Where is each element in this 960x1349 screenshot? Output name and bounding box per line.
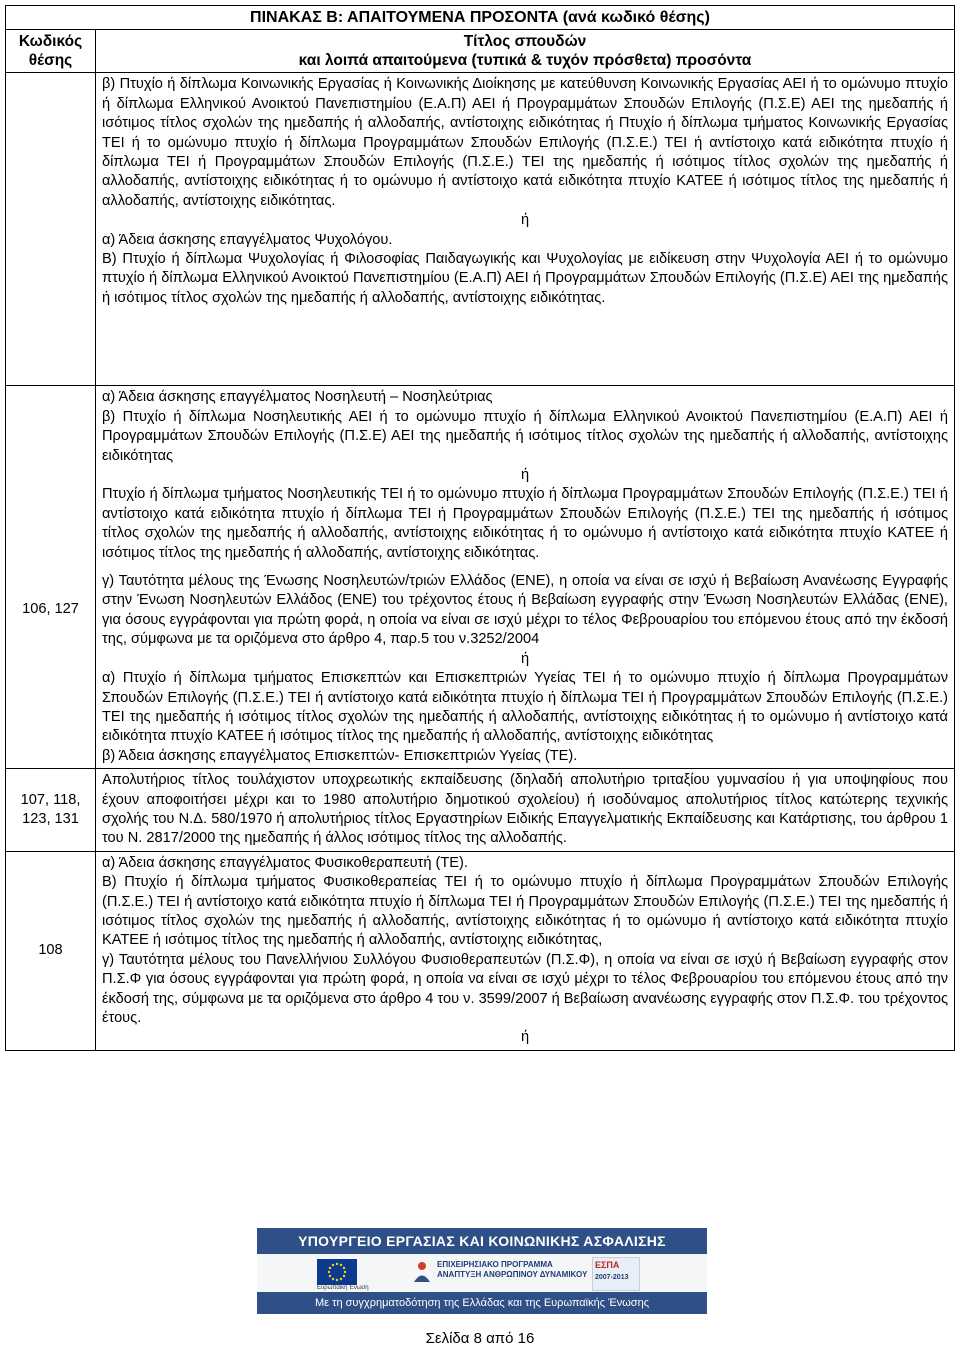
requirements-cell (96, 73, 955, 386)
requirements-cell (96, 769, 955, 852)
table-row (6, 851, 955, 1050)
position-code: 106, 127 (22, 601, 79, 618)
requirements-cell (96, 851, 955, 1050)
requirement-paragraph: Απολυτήριος τίτλος τουλάχιστον υποχρεωτικής εκπαίδευσης (δηλαδή απολυτήριο τριταξίου γυμνασίου ή για υποψηφίους που έχουν αποφοιτήσει μέχρι και το 1980 απολυτήριο δημοτικού σχολείου) ή ισοδύναμος απολυτήριος τίτλος κατώτερης τεχνικής σχολής του Ν.Δ. 580/1970 ή απολυτήριος τίτλος Εργαστηρίων Ειδικής Επαγγελματικής Εκπαίδευσης και Κατάρτισης, του άρθρου 1 του Ν. 2817/2000 της ημεδαπής ή άλλος ισότιμος τίτλος της αλλοδαπής. (102, 772, 948, 847)
program-line-1: ΕΠΙΧΕΙΡΗΣΙΑΚΟ ΠΡΟΓΡΑΜΜΑ (437, 1260, 553, 1269)
position-code: 108 (6, 851, 96, 1050)
espa-logo (592, 1257, 640, 1291)
requirement-paragraph: α) Άδεια άσκησης επαγγέλματος Νοσηλευτή – Νοσηλεύτριας (102, 389, 493, 406)
requirement-paragraph: Β) Πτυχίο ή δίπλωμα Ψυχολογίας ή Φιλοσοφίας Παιδαγωγικής και Ψυχολογίας με ειδίκευση στην Ψυχολογία ΑΕΙ ή το ομώνυμο πτυχίο ή δίπλωμα Ελληνικού Ανοικτού Πανεπιστημίου (Ε.Α.Π) ΑΕΙ ή Προγραμμάτων Σπουδών Επιλογής (Π.Σ.Ε) ΑΕΙ της ημεδαπής ή ισότιμος τίτλος σχολών της ημεδαπής ή αλλοδαπής, αντίστοιχης ειδικότητας. (102, 251, 948, 306)
table-row (6, 386, 955, 769)
program-name (437, 1260, 587, 1280)
requirement-paragraph: γ) Ταυτότητα μέλους του Πανελλήνιου Συλλόγου Φυσιοθεραπευτών (Π.Σ.Φ), η οποία να είναι σε ισχύ ή Βεβαίωση εγγραφής στον Π.Σ.Φ για όσους εγγράφονται για πρώτη φορά, η οποία να είναι σε ισχύ μέχρι το τέλος Φεβρουαρίου του επόμενου έτους από την έκδοσή της, σύμφωνα με τα οριζόμενα στο άρθρο 4 του ν. 3599/2007 ή Βεβαίωση ανανέωσης εγγραφής στον Π.Σ.Φ. του τρέχοντος έτους. (102, 951, 948, 1026)
requirement-paragraph: Β) Πτυχίο ή δίπλωμα τμήματος Φυσικοθεραπείας ΤΕΙ ή το ομώνυμο πτυχίο ή δίπλωμα Προγραμμάτων Σπουδών Επιλογής (Π.Σ.Ε.) ΤΕΙ ή αντίστοιχο κατά ειδικότητα πτυχίο ή δίπλωμα ΤΕΙ ή Προγραμμάτων Σπουδών Επιλογής (Π.Σ.Ε.) ΤΕΙ της ημεδαπής ή ισότιμος τίτλος σχολών της ημεδαπής ή αλλοδαπής, αντίστοιχης ειδικότητας ή το ομώνυμο ή αντίστοιχο κατά ειδικότητα πτυχίο ΚΑΤΕΕ ή ισότιμος τίτλος της ημεδαπής ή αλλοδαπής, αντίστοιχης ειδικότητας, (102, 874, 948, 949)
or-separator: ή (520, 650, 530, 667)
or-separator: ή (520, 1029, 530, 1046)
col-header-title (96, 30, 955, 73)
position-code-cell (6, 386, 96, 769)
or-separator: ή (520, 467, 530, 484)
col-header-title-line2: και λοιπά απαιτούμενα (τυπικά & τυχόν πρόσθετα) προσόντα (298, 52, 752, 70)
eu-label: Ευρωπαϊκή Ένωση (317, 1285, 369, 1291)
col-header-code: Κωδικός θέσης (6, 30, 96, 73)
position-code: 107, 118, 123, 131 (6, 769, 96, 852)
requirements-table (5, 5, 955, 1051)
position-code (6, 73, 96, 386)
requirement-paragraph: β) Πτυχίο ή δίπλωμα Κοινωνικής Εργασίας ή Κοινωνικής Διοίκησης με κατεύθυνση Κοινωνικής Εργασίας ΑΕΙ ή το ομώνυμο πτυχίο ή δίπλωμα Ελληνικού Ανοικτού Πανεπιστημίου (Ε.Α.Π) ΑΕΙ ή Προγραμμάτων Σπουδών Επιλογής (Π.Σ.Ε) ΑΕΙ της ημεδαπής ή ισότιμος τίτλος σχολών της ημεδαπής ή αλλοδαπής, αντίστοιχης ειδικότητας ή Πτυχίο ή δίπλωμα τμήματος Κοινωνικής Εργασίας ΤΕΙ ή το ομώνυμο πτυχίο ή δίπλωμα Προγραμμάτων Σπουδών Επιλογής (Π.Σ.Ε.) ΤΕΙ ή αντίστοιχο κατά ειδικότητα πτυχίο ή δίπλωμα ΤΕΙ ή Προγραμμάτων Σπουδών Επιλογής (Π.Σ.Ε.) ΤΕΙ της ημεδαπής ή ισότιμος τίτλος σχολών της ημεδαπής ή αλλοδαπής, αντίστοιχης ειδικότητας ή το ομώνυμο ή αντίστοιχο κατά ειδικότητα πτυχίο ΚΑΤΕΕ ή ισότιμος τίτλος της ημεδαπής ή αλλοδαπής, αντίστοιχης ειδικότητας. (102, 76, 948, 209)
requirement-paragraph: α) Άδεια άσκησης επαγγέλματος Φυσικοθεραπευτή (ΤΕ). (102, 854, 468, 871)
espa-label: ΕΣΠΑ (595, 1260, 620, 1270)
ministry-title: ΥΠΟΥΡΓΕΙΟ ΕΡΓΑΣΙΑΣ ΚΑΙ ΚΟΙΝΩΝΙΚΗΣ ΑΣΦΑΛΙΣΗΣ (257, 1228, 707, 1254)
table-title: ΠΙΝΑΚΑΣ Β: ΑΠΑΙΤΟΥΜΕΝΑ ΠΡΟΣΟΝΤΑ (ανά κωδικό θέσης) (6, 6, 955, 30)
requirement-paragraph: β) Άδεια άσκησης επαγγέλματος Επισκεπτών- Επισκεπτριών Υγείας (ΤΕ). (102, 747, 578, 764)
table-row (6, 769, 955, 852)
col-header-title-line1: Τίτλος σπουδών (463, 33, 587, 51)
requirements-cell (96, 386, 955, 769)
table-row (6, 73, 955, 386)
requirement-paragraph: α) Πτυχίο ή δίπλωμα τμήματος Επισκεπτών και Επισκεπτριών Υγείας ΤΕΙ ή το ομώνυμο πτυχίο ή δίπλωμα Προγραμμάτων Σπουδών Επιλογής (Π.Σ.Ε.) ΤΕΙ ή αντίστοιχο κατά ειδικότητα πτυχίο ή δίπλωμα ΤΕΙ ή Προγραμμάτων Σπουδών Επιλογής (Π.Σ.Ε.) ΤΕΙ της ημεδαπής ή ισότιμος τίτλος σχολών της ημεδαπής ή αλλοδαπής, αντίστοιχης ειδικότητας ή το ομώνυμο ή αντίστοιχο κατά ειδικότητα πτυχίο ΚΑΤΕΕ ή ισότιμος τίτλος της ημεδαπής ή αλλοδαπής, αντίστοιχης ειδικότητας (102, 670, 948, 745)
funding-banner (257, 1228, 707, 1316)
logos-strip (257, 1254, 707, 1292)
eu-flag-icon (317, 1259, 357, 1285)
page-number: Σελίδα 8 από 16 (425, 1330, 535, 1347)
espa-years: 2007-2013 (595, 1274, 629, 1281)
or-separator: ή (520, 212, 530, 229)
requirement-paragraph: Πτυχίο ή δίπλωμα τμήματος Νοσηλευτικής ΤΕΙ ή το ομώνυμο πτυχίο ή δίπλωμα Προγραμμάτων Σπουδών Επιλογής (Π.Σ.Ε.) ΤΕΙ ή αντίστοιχο κατά ειδικότητα πτυχίο ή δίπλωμα ΤΕΙ ή Προγραμμάτων Σπουδών Επιλογής (Π.Σ.Ε.) ΤΕΙ της ημεδαπής ή ισότιμος τίτλος σχολών της ημεδαπής ή αλλοδαπής, αντίστοιχης ειδικότητας ή το ομώνυμο ή αντίστοιχο κατά ειδικότητα πτυχίο ΚΑΤΕΕ ή ισότιμος τίτλος της ημεδαπής ή αλλοδαπής, αντίστοιχης ειδικότητας. (102, 486, 948, 561)
requirement-paragraph: α) Άδεια άσκησης επαγγέλματος Ψυχολόγου. (102, 231, 393, 248)
requirement-paragraph: β) Πτυχίο ή δίπλωμα Νοσηλευτικής ΑΕΙ ή το ομώνυμο πτυχίο ή δίπλωμα Ελληνικού Ανοικτού Πανεπιστημίου (Ε.Α.Π) ΑΕΙ ή Προγραμμάτων Σπουδών Επιλογής (Π.Σ.Ε) ΑΕΙ της ημεδαπής ή ισότιμος τίτλος σχολών της ημεδαπής ή αλλοδαπής, αντίστοιχης ειδικότητας (102, 408, 948, 464)
program-line-2: ΑΝΑΠΤΥΞΗ ΑΝΘΡΩΠΙΝΟΥ ΔΥΝΑΜΙΚΟΥ (437, 1270, 588, 1279)
requirement-paragraph: γ) Ταυτότητα μέλους της Ένωσης Νοσηλευτών/τριών Ελλάδος (ΕΝΕ), η οποία να είναι σε ισχύ ή Βεβαίωση Ανανέωσης Εγγραφής στην Ένωση Νοσηλευτών Ελλάδος (ΕΝΕ) του τρέχοντος έτους ή Βεβαίωση εγγραφής στην Ένωση Νοσηλευτών Ελλάδας (ΕΝΕ), για όσους εγγράφονται για πρώτη φορά, η οποία να είναι σε ισχύ μέχρι το τέλος Φεβρουαρίου του επόμενου έτους από την έκδοσή της, σύμφωνα με τα οριζόμενα στο άρθρο 4, παρ.5 του ν.3252/2004 (102, 573, 948, 648)
cofinance-line: Με τη συγχρηματοδότηση της Ελλάδας και της Ευρωπαϊκής Ένωσης (257, 1292, 707, 1314)
program-logo-icon (412, 1261, 432, 1283)
